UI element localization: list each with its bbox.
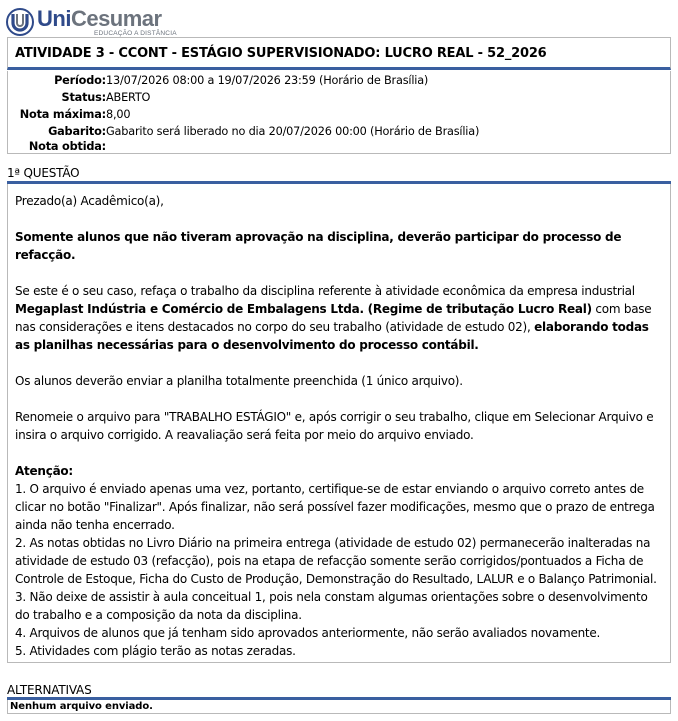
- info-value: Gabarito será liberado no dia 20/07/2026 00:00 (Horário de Brasília): [106, 125, 480, 138]
- question-file-note: Os alunos deverão enviar a planilha totalmente preenchida (1 único arquivo).: [15, 374, 463, 388]
- info-row-period: [8, 72, 668, 89]
- brand-name-part2: Cesumar: [70, 6, 162, 31]
- activity-title-bar: [7, 37, 671, 70]
- alternatives-section-label: ALTERNATIVAS: [7, 683, 92, 697]
- info-label: Gabarito:: [48, 125, 106, 138]
- activity-title: ATIVIDADE 3 - CCONT - ESTÁGIO SUPERVISIONADO: LUCRO REAL - 52_2026: [15, 46, 547, 61]
- alternatives-box: [7, 700, 671, 714]
- info-label: Nota máxima:: [19, 108, 106, 121]
- info-value: 13/07/2026 08:00 a 19/07/2026 23:59 (Horário de Brasília): [106, 74, 429, 87]
- question-body: [7, 184, 671, 663]
- unicesumar-logo-icon: [6, 8, 34, 36]
- question-instructions: Se este é o seu caso, refaça o trabalho da disciplina referente à atividade econômica da empresa industrial Megaplast Indústria e Comércio de Embalagens Ltda. (Regime de tributação Lucro Real) com base nas considerações e itens destacados no corpo do seu trabalho (atividade de estudo 02), elaborando todas as planilhas necessárias para o desenvolvimento do processo contábil.: [15, 284, 652, 352]
- attention-item: 1. O arquivo é enviado apenas uma vez, portanto, certifique-se de estar enviando o arquivo correto antes de clicar no botão "Finalizar". Após finalizar, não será possível fazer modificações, mesmo que o prazo de entrega ainda não tenha encerrado.: [15, 482, 655, 532]
- unicesumar-logo: [6, 6, 177, 38]
- question-notice: Somente alunos que não tiveram aprovação na disciplina, deverão participar do processo de refacção.: [15, 230, 622, 262]
- attention-item: 2. As notas obtidas no Livro Diário na primeira entrega (atividade de estudo 02) permanecerão inalteradas na atividade de estudo 03 (refacção), pois na etapa de refacção somente serão corrigidos/pontuados a Ficha de Controle de Estoque, Ficha do Custo de Produção, Demonstração do Resultado, LALUR e o Balanço Patrimonial.: [15, 536, 657, 586]
- attention-item: 5. Atividades com plágio terão as notas zeradas.: [15, 644, 296, 658]
- info-label: Nota obtida:: [28, 140, 106, 153]
- brand-subtitle: EDUCAÇÃO A DISTÂNCIA: [94, 30, 177, 37]
- question-section-label: 1ª QUESTÃO: [7, 166, 80, 180]
- info-label: Status:: [61, 91, 106, 104]
- info-row-grade-obtained: [8, 138, 668, 155]
- question-rename-note: Renomeie o arquivo para "TRABALHO ESTÁGIO" e, após corrigir o seu trabalho, clique em Selecionar Arquivo e insira o arquivo corrigido. A reavaliação será feita por meio do arquivo enviado.: [15, 410, 654, 442]
- attention-title: Atenção:: [15, 464, 73, 478]
- activity-info-panel: [7, 71, 671, 154]
- attention-item: 3. Não deixe de assistir à aula conceitual 1, pois nela constam algumas orientações sobre o desenvolvimento do trabalho e a composição da nota da disciplina.: [15, 590, 648, 622]
- company-name: Megaplast Indústria e Comércio de Embalagens Ltda. (Regime de tributação Lucro Real): [15, 302, 592, 316]
- attention-item: 4. Arquivos de alunos que já tenham sido aprovados anteriormente, não serão avaliados novamente.: [15, 626, 601, 640]
- file-status-text: Nenhum arquivo enviado.: [10, 701, 153, 712]
- info-label: Período:: [54, 74, 106, 87]
- info-row-max-grade: [8, 106, 668, 123]
- info-value: 8,00: [106, 108, 131, 121]
- brand-name-part1: Uni: [37, 6, 71, 31]
- question-greeting: Prezado(a) Acadêmico(a),: [15, 194, 164, 208]
- info-row-status: [8, 89, 668, 106]
- info-value: ABERTO: [106, 91, 151, 104]
- instructions-emphasis: elaborando todas as planilhas necessárias para o desenvolvimento do processo contábil.: [15, 320, 649, 352]
